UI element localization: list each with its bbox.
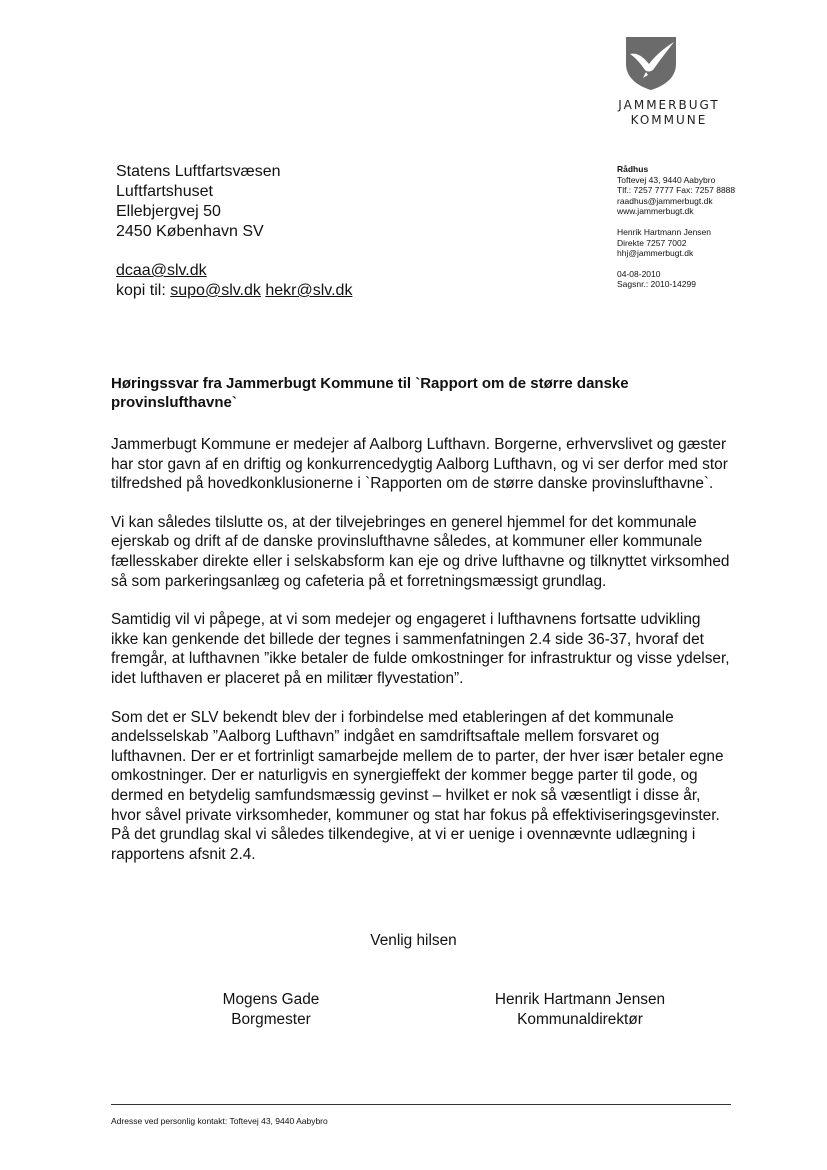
footer-divider	[111, 1104, 731, 1105]
letter-date: 04-08-2010	[617, 268, 661, 279]
signature-block-mayor	[196, 990, 346, 1030]
recipient-email-link[interactable]: dcaa@slv.dk	[116, 262, 207, 279]
sender-web[interactable]: www.jammerbugt.dk	[617, 206, 694, 217]
seagull-shield-icon	[622, 34, 680, 92]
sender-contact-name: Henrik Hartmann Jensen	[617, 226, 712, 237]
paragraph-1: Jammerbugt Kommune er medejer af Aalborg Lufthavn. Borgerne, erhvervslivet og gæster har stor gavn af en driftig og konkurrencedygtig Aalborg Lufthavn, og vi ser derfor med stor tilfredshed på hovedkonklusionerne i `Rapporten om de større danske provinslufthavne`.	[111, 436, 728, 493]
signature-name: Henrik Hartmann Jensen	[494, 991, 666, 1008]
letter-heading: Høringssvar fra Jammerbugt Kommune til `Rapport om de større danske provinslufthavne`	[111, 375, 629, 411]
sender-email[interactable]: raadhus@jammerbugt.dk	[617, 195, 713, 206]
copy-email-link-2[interactable]: hekr@slv.dk	[265, 282, 353, 299]
logo-text-line1: JAMMERBUGT	[618, 98, 720, 112]
closing-greeting: Venlig hilsen	[370, 932, 457, 949]
footer-address: Adresse ved personlig kontakt: Toftevej 43, 9440 Aabybro	[111, 1116, 328, 1126]
paragraph-2: Vi kan således tilslutte os, at der tilvejebringes en generel hjemmel for det kommunale ejerskab og drift af de danske provinslufthavne således, at kommuner eller kommunale fællesskaber direkte eller i selskabsform kan eje og drive lufthavne og tilknyttet virksomhed så som parkeringsanlæg og cafeteria på et forretningsmæssigt grundlag.	[111, 513, 730, 590]
sender-direct-phone: Direkte 7257 7002	[617, 237, 687, 248]
sender-contact-email[interactable]: hhj@jammerbugt.dk	[617, 248, 694, 259]
copy-email-link-1[interactable]: supo@slv.dk	[170, 282, 261, 299]
signature-title: Kommunaldirektør	[517, 1011, 643, 1028]
recipient-address	[116, 162, 352, 301]
letter-body	[111, 435, 731, 883]
recipient-building: Luftfartshuset	[116, 183, 213, 200]
sender-office: Rådhus	[617, 164, 649, 174]
recipient-city: 2450 København SV	[116, 223, 264, 240]
recipient-street: Ellebjergvej 50	[116, 203, 221, 220]
sender-address: Toftevej 43, 9440 Aabybro	[617, 174, 716, 185]
paragraph-3: Samtidig vil vi påpege, at vi som medejer og engageret i lufthavnens fortsatte udvikling ikke kan genkende det billede der tegnes i sammenfatningen 2.4 side 36-37, hvoraf det fremgår, at lufthavnen ”ikke betaler de fulde omkostninger for infrastruktur og visse ydelser, idet lufthaven er placeret på en militær flyvestation”.	[111, 611, 730, 687]
sender-info	[617, 164, 735, 290]
paragraph-4: Som det er SLV bekendt blev der i forbindelse med etableringen af det kommunale andelsselskab ”Aalborg Lufthavn” indgået en samdriftsaftale mellem forsvaret og lufthavnen. Der er et fortrinligt samarbejde mellem de to parter, der hver især betaler egne omkostninger. Der er naturligvis en synergieffekt der kommer begge parter til gode, og dermed en betydelig samfundsmæssig gevinst – hvilket er nok så væsentligt i disse år, hvor såvel private virksomheder, kommuner og stat har fokus på effektiviseringsgevinster. På det grundlag skal vi således tilkendegive, at vi er uenige i ovennævnte udlægning i rapportens afsnit 2.4.	[111, 708, 724, 863]
signature-name: Mogens Gade	[222, 991, 320, 1008]
recipient-name: Statens Luftfartsvæsen	[116, 163, 281, 180]
signature-title: Borgmester	[231, 1011, 311, 1028]
case-number: Sagsnr.: 2010-14299	[617, 279, 696, 290]
sender-phone: Tlf.: 7257 7777 Fax: 7257 8888	[617, 185, 736, 196]
logo-text-line2: KOMMUNE	[630, 113, 708, 127]
copy-label: kopi til:	[116, 282, 166, 299]
municipality-logo	[604, 34, 734, 134]
signature-block-director	[470, 990, 690, 1030]
